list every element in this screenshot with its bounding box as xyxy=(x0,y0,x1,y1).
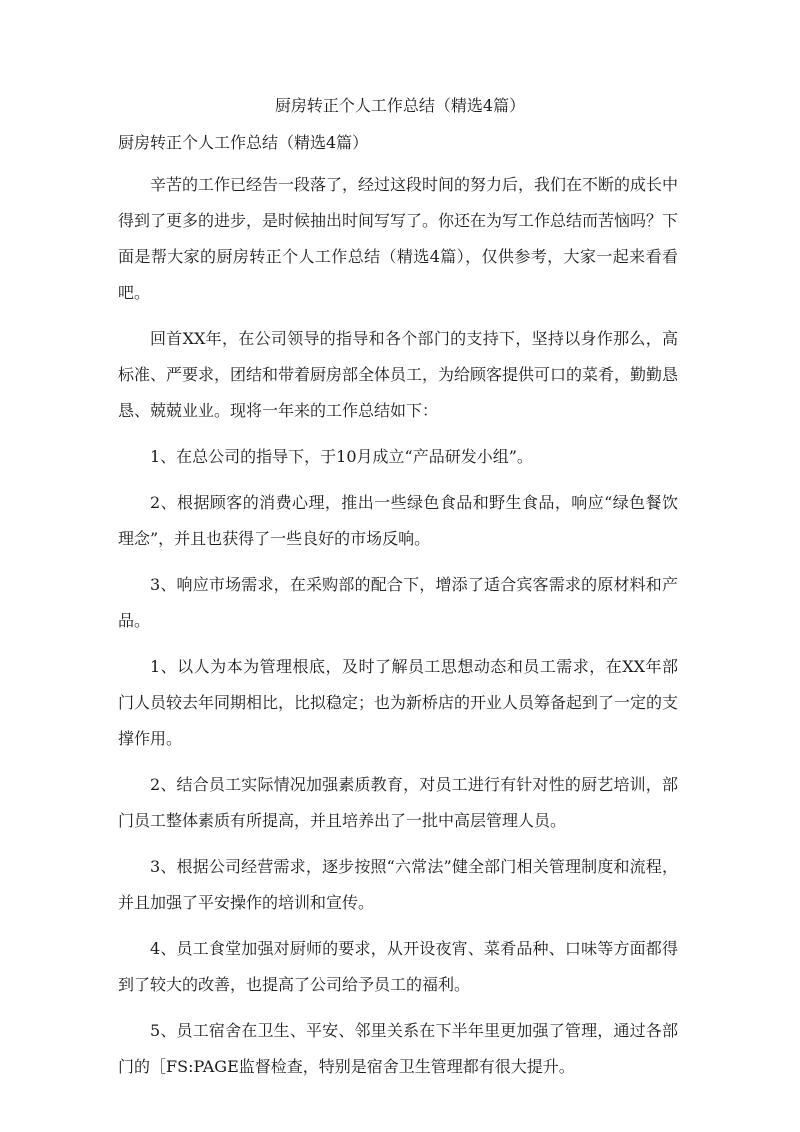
paragraph-intro: 辛苦的工作已经告一段落了，经过这段时间的努力后，我们在不断的成长中得到了更多的进步，是时候抽出时间写写了。你还在为写工作总结而苦恼吗？下面是帮大家的厨房转正个人工作总结（精选4篇），仅供参考，大家一起来看看吧。 xyxy=(118,175,679,302)
paragraph-product-3: 3、响应市场需求，在采购部的配合下，增添了适合宾客需求的原材料和产品。 xyxy=(118,575,678,630)
paragraph-management-4: 4、员工食堂加强对厨师的要求，从开设夜宵、菜肴品种、口味等方面都得到了较大的改善，也提高了公司给予员工的福利。 xyxy=(118,939,678,994)
paragraph-management-3: 3、根据公司经营需求，逐步按照“六常法”健全部门相关管理制度和流程，并且加强了平安操作的培训和宣传。 xyxy=(118,857,678,912)
document-body xyxy=(118,167,678,1095)
paragraph-product-1: 1、在总公司的指导下，于10月成立“产品研发小组”。 xyxy=(150,447,533,466)
paragraph-management-5: 5、员工宿舍在卫生、平安、邻里关系在下半年里更加强了管理，通过各部门的［FS:PAGE监督检查，特别是宿舍卫生管理都有很大提升。 xyxy=(118,1021,678,1076)
paragraph-management-2: 2、结合员工实际情况加强素质教育，对员工进行有针对性的厨艺培训，部门员工整体素质有所提高，并且培养出了一批中高层管理人员。 xyxy=(118,775,678,830)
paragraph-product-2: 2、根据顾客的消费心理，推出一些绿色食品和野生食品，响应“绿色餐饮理念”，并且也获得了一些良好的市场反响。 xyxy=(118,493,678,548)
document-subtitle: 厨房转正个人工作总结（精选4篇） xyxy=(118,133,369,152)
document-title: 厨房转正个人工作总结（精选4篇） xyxy=(274,96,526,115)
paragraph-management-1: 1、以人为本为管理根底，及时了解员工思想动态和员工需求，在XX年部门人员较去年同期相比，比拟稳定；也为新桥店的开业人员筹备起到了一定的支撑作用。 xyxy=(118,657,679,748)
paragraph-review: 回首XX年，在公司领导的指导和各个部门的支持下，坚持以身作那么，高标准、严要求，团结和带着厨房部全体员工，为给顾客提供可口的菜肴，勤勤恳恳、兢兢业业。现将一年来的工作总结如下： xyxy=(118,329,679,420)
